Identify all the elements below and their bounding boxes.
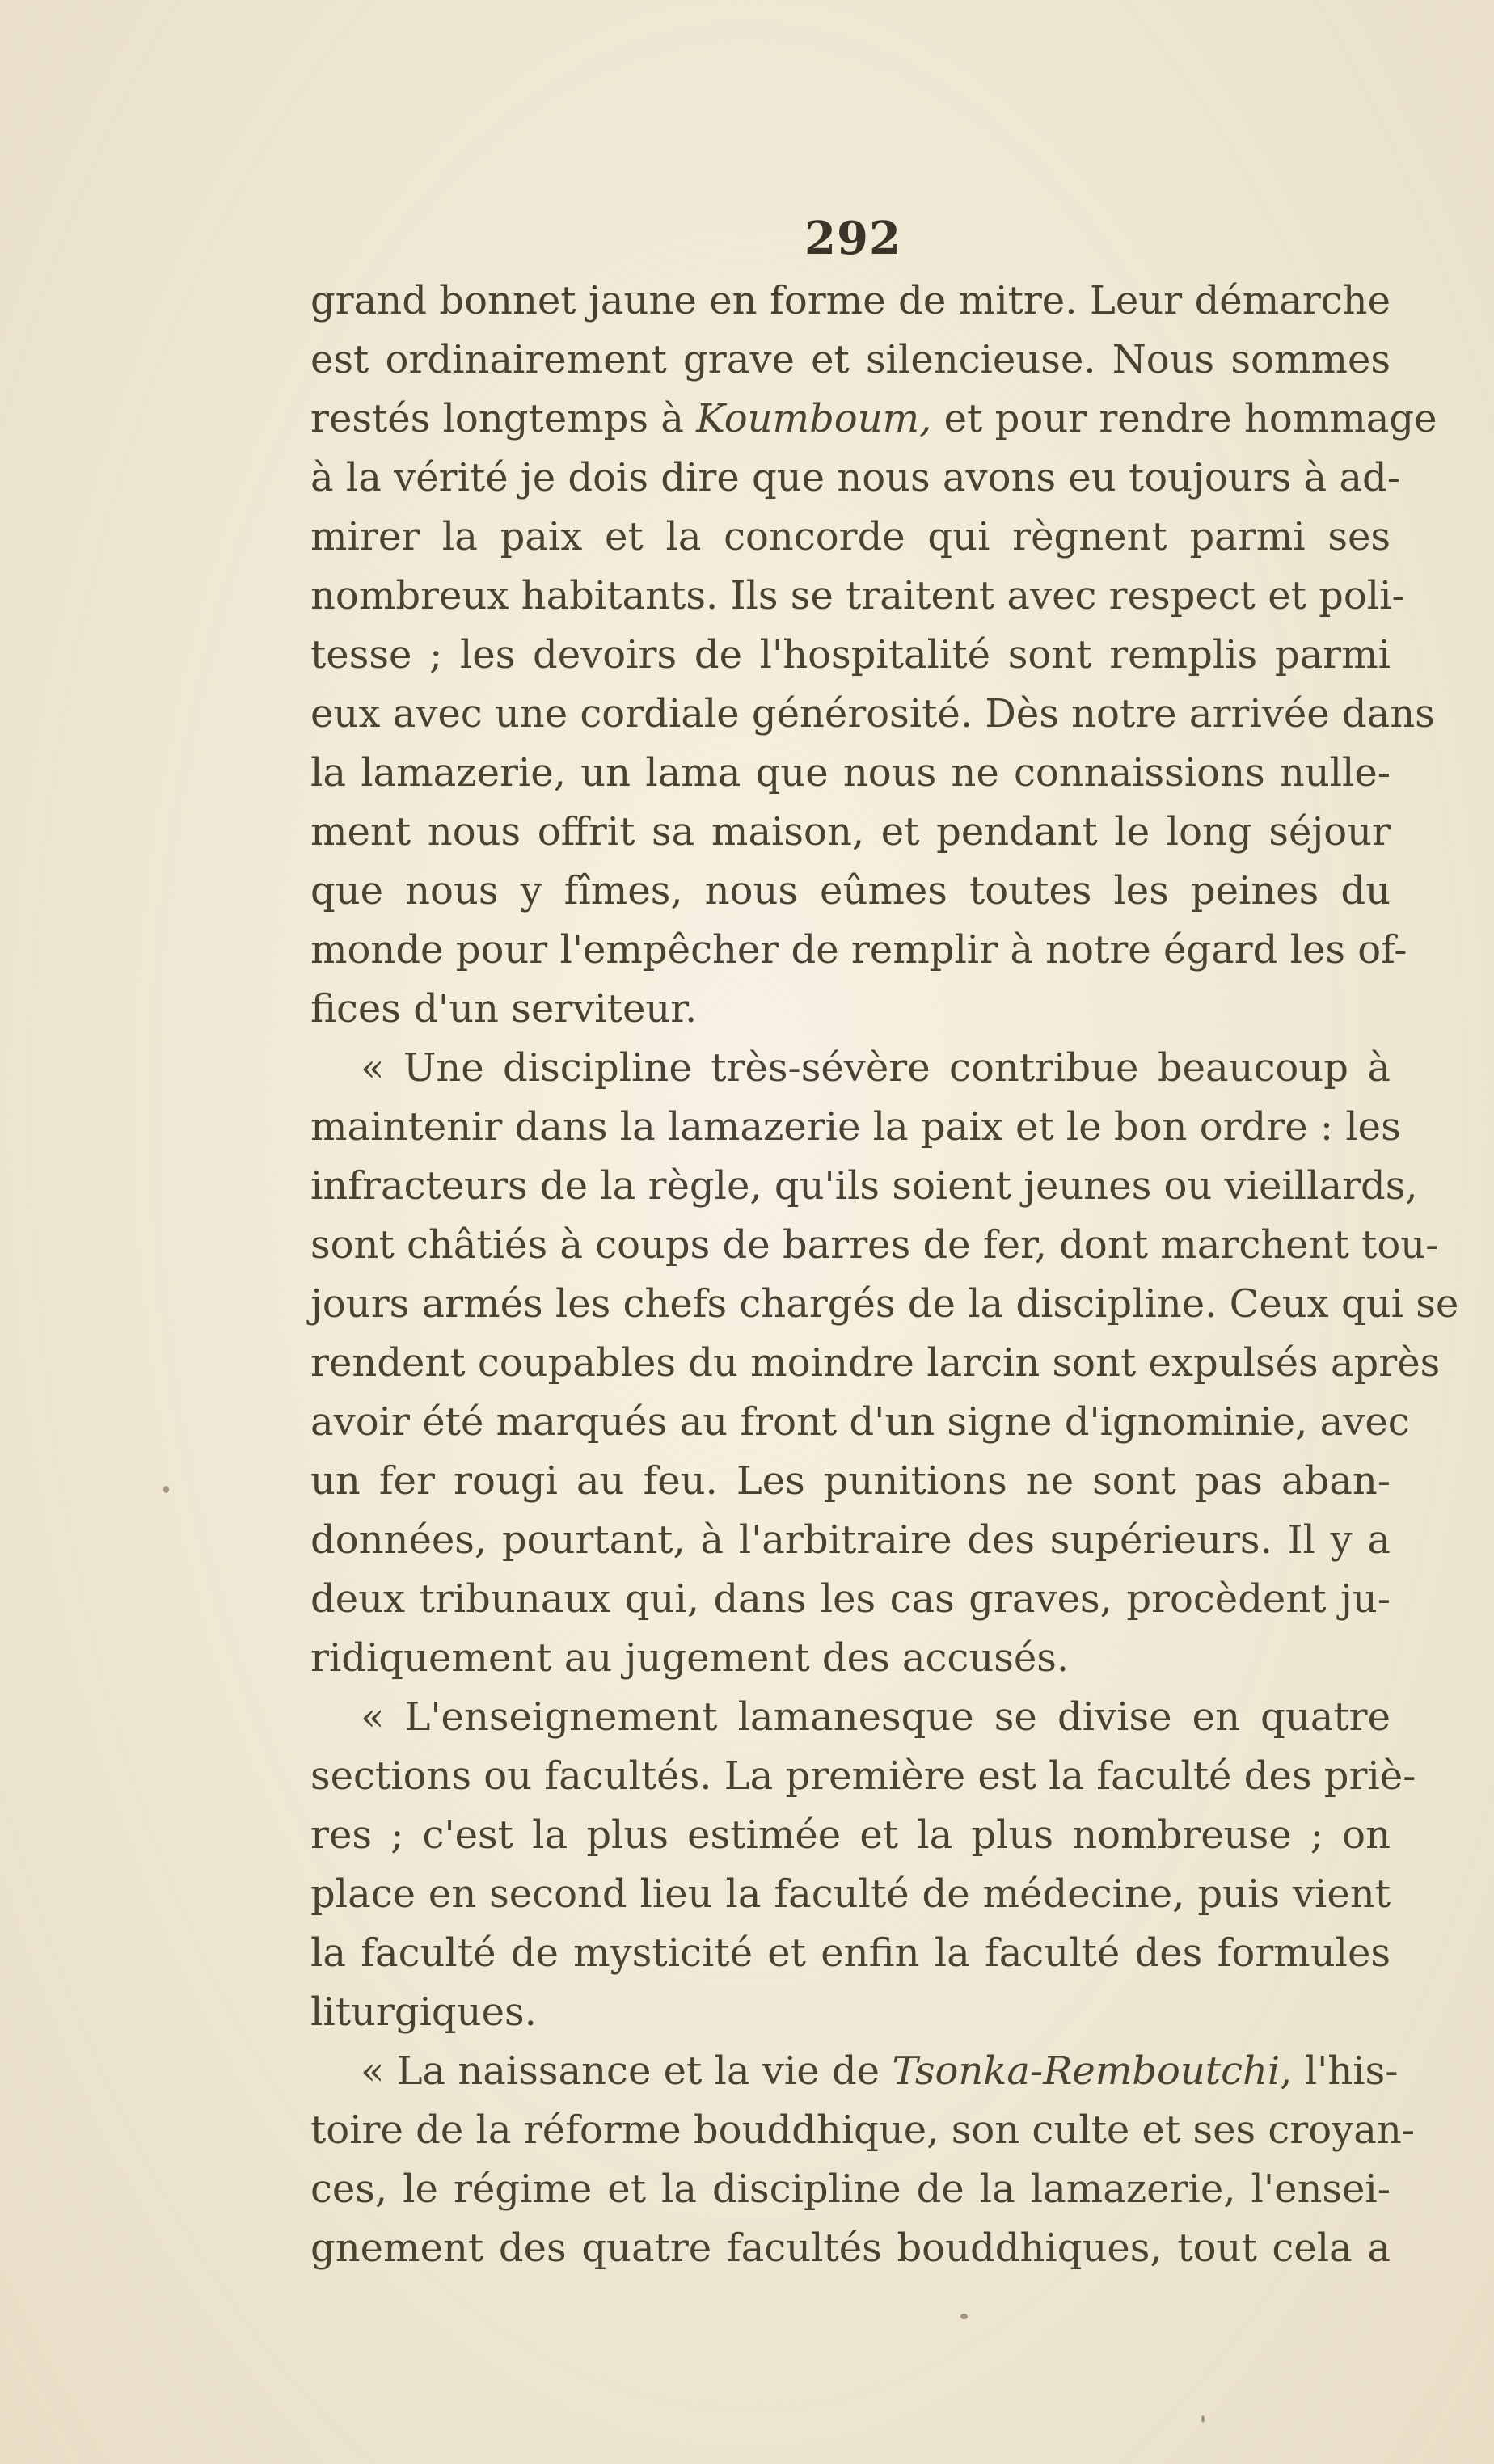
text-line: ridiquement au jugement des accusés. xyxy=(310,1635,1070,1681)
text-line: un fer rougi au feu. Les punitions ne sont pas aban- xyxy=(310,1458,1391,1504)
paragraph-start: « La naissance et la vie de Tsonka-Remboutchi, l'his- xyxy=(361,2048,1399,2094)
text-line: mirer la paix et la concorde qui règnent parmi ses xyxy=(310,514,1391,559)
page-number: 292 xyxy=(804,212,901,265)
text-line: res ; c'est la plus estimée et la plus nombreuse ; on xyxy=(310,1812,1391,1858)
text-line: sont châtiés à coups de barres de fer, dont marchent tou- xyxy=(310,1222,1439,1268)
text-line: nombreux habitants. Ils se traitent avec respect et poli- xyxy=(310,573,1405,618)
paper-speck xyxy=(163,1486,169,1493)
text-line: jours armés les chefs chargés de la discipline. Ceux qui se xyxy=(310,1281,1459,1327)
text-line: la faculté de mysticité et enfin la faculté des formules xyxy=(310,1930,1391,1976)
paragraph-start: « Une discipline très-sévère contribue beaucoup à xyxy=(361,1045,1391,1091)
text-line: grand bonnet jaune en forme de mitre. Leur démarche xyxy=(310,278,1391,323)
text-line: maintenir dans la lamazerie la paix et le bon ordre : les xyxy=(310,1104,1401,1150)
text-line: tesse ; les devoirs de l'hospitalité sont remplis parmi xyxy=(310,632,1391,677)
paper-speck xyxy=(960,2314,968,2319)
body-text xyxy=(310,272,1459,2278)
person-name-tsonka-remboutchi: Tsonka-Remboutchi xyxy=(892,2048,1281,2094)
text-line: deux tribunaux qui, dans les cas graves, procèdent ju- xyxy=(310,1576,1391,1622)
text-line: fices d'un serviteur. xyxy=(310,986,698,1032)
text-line: sections ou facultés. La première est la faculté des priè- xyxy=(310,1753,1416,1799)
text-line: ces, le régime et la discipline de la lamazerie, l'ensei- xyxy=(310,2167,1391,2212)
text-line: données, pourtant, à l'arbitraire des supérieurs. Il y a xyxy=(310,1517,1391,1563)
text-line: à la vérité je dois dire que nous avons eu toujours à ad- xyxy=(310,455,1400,500)
paper-speck xyxy=(1201,2415,1205,2423)
text-line: rendent coupables du moindre larcin sont expulsés après xyxy=(310,1340,1441,1386)
text-line: place en second lieu la faculté de médecine, puis vient xyxy=(310,1871,1391,1917)
text-line: que nous y fîmes, nous eûmes toutes les peines du xyxy=(310,868,1391,913)
place-name-koumboum: Koumboum, xyxy=(696,396,932,441)
text-line: avoir été marqués au front d'un signe d'ignominie, avec xyxy=(310,1399,1410,1445)
text-line: infracteurs de la règle, qu'ils soient jeunes ou vieillards, xyxy=(310,1163,1418,1209)
text-line: gnement des quatre facultés bouddhiques, tout cela a xyxy=(310,2226,1391,2271)
text-line: la lamazerie, un lama que nous ne connaissions nulle- xyxy=(310,750,1391,795)
text-line: liturgiques. xyxy=(310,1989,537,2035)
paragraph-start: « L'enseignement lamanesque se divise en quatre xyxy=(361,1694,1391,1740)
text-line: ment nous offrit sa maison, et pendant le long séjour xyxy=(310,809,1391,854)
text-line: toire de la réforme bouddhique, son culte et ses croyan- xyxy=(310,2107,1416,2153)
text-line: eux avec une cordiale générosité. Dès notre arrivée dans xyxy=(310,691,1435,736)
text-line: restés longtemps à Koumboum, et pour rendre hommage xyxy=(310,396,1437,441)
text-line: monde pour l'empêcher de remplir à notre égard les of- xyxy=(310,927,1407,973)
text-line: est ordinairement grave et silencieuse. Nous sommes xyxy=(310,337,1391,382)
